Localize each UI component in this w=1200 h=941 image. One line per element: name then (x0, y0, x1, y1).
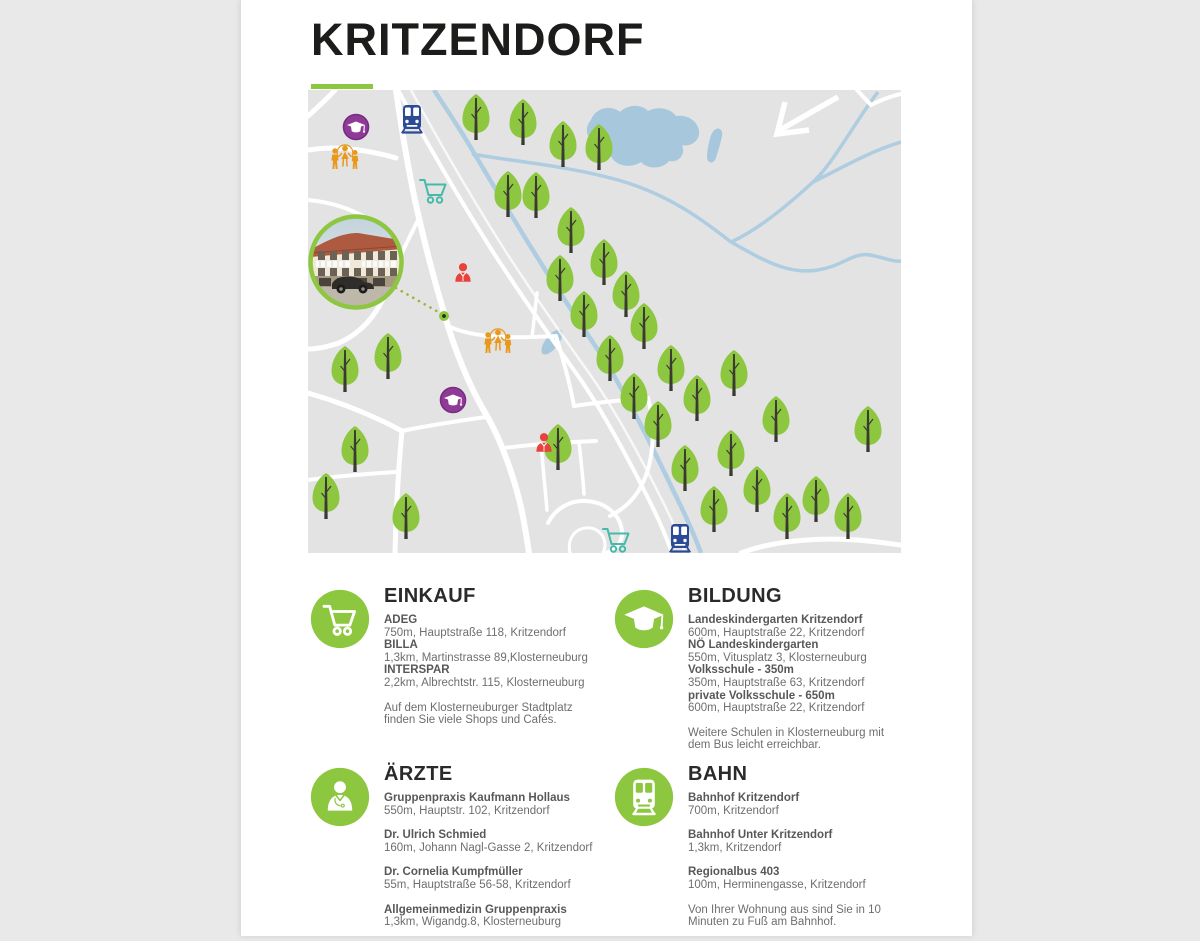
poi-name: ADEG (384, 614, 418, 626)
poi-entry (384, 866, 598, 891)
section-bildung (613, 585, 913, 752)
graduation-cap-icon (613, 588, 675, 650)
poi-entry (688, 829, 902, 854)
map-school-icon (441, 388, 466, 413)
poi-list (384, 792, 598, 929)
poi-list (384, 614, 598, 690)
poi-detail: 600m, Hauptstraße 22, Kritzendorf (688, 626, 865, 639)
page-title: KRITZENDORF (311, 14, 645, 65)
doctor-icon (309, 766, 371, 828)
poi-name: Regionalbus 403 (688, 866, 780, 879)
title-accent-bar (311, 84, 373, 89)
poi-entry (688, 664, 902, 689)
map-school-icon (344, 115, 369, 140)
location-map-svg (308, 90, 901, 553)
poi-entry (688, 690, 902, 715)
poi-name: INTERSPAR (384, 664, 450, 677)
shopping-cart-icon (309, 588, 371, 650)
page-card (240, 0, 973, 936)
poi-entry (688, 792, 902, 817)
train-icon (613, 766, 675, 828)
poi-detail: 600m, Hauptstraße 22, Kritzendorf (688, 702, 865, 715)
poi-detail: 1,3km, Wigandg.8, Klosterneuburg (384, 916, 562, 929)
section-note: Weitere Schulen in Klosterneuburg mit dem Bus leicht erreichbar. (688, 726, 885, 752)
poi-entry (384, 792, 598, 817)
poi-entry (384, 639, 598, 664)
section-bahn (613, 763, 913, 929)
poi-detail: 1,3km, Martinstrasse 89,Klosterneuburg (384, 651, 588, 664)
poi-name: Dr. Cornelia Kumpfmüller (384, 866, 523, 879)
neighborhood-map (308, 90, 901, 553)
poi-name: Volksschule - 350m (688, 664, 794, 677)
poi-detail: 160m, Johann Nagl-Gasse 2, Kritzendorf (384, 841, 593, 854)
poi-entry (384, 664, 598, 689)
poi-detail: 700m, Kritzendorf (688, 804, 779, 817)
poi-name: Bahnhof Kritzendorf (688, 792, 800, 804)
section-title: EINKAUF (384, 585, 476, 607)
poi-name: BILLA (384, 639, 418, 652)
poi-list (688, 792, 902, 892)
poi-entry (384, 829, 598, 854)
property-photo (310, 217, 402, 308)
poi-name: Landeskindergarten Kritzendorf (688, 614, 863, 626)
poi-detail: 1,3km, Kritzendorf (688, 841, 782, 854)
poi-name: NÖ Landeskindergarten (688, 639, 819, 652)
section-einkauf (309, 585, 609, 727)
poi-name: private Volksschule - 650m (688, 689, 835, 702)
poi-name: Allgemeinmedizin Gruppenpraxis (384, 903, 567, 916)
section-title: BAHN (688, 763, 748, 785)
section-note: Von Ihrer Wohnung aus sind Sie in 10 Minuten zu Fuß am Bahnhof. (688, 903, 881, 929)
poi-detail: 350m, Hauptstraße 63, Kritzendorf (688, 676, 865, 689)
poi-name: Dr. Ulrich Schmied (384, 829, 487, 842)
poi-detail: 550m, Vitusplatz 3, Klosterneuburg (688, 651, 867, 664)
poi-entry (688, 614, 902, 639)
poi-detail: 55m, Hauptstraße 56-58, Kritzendorf (384, 878, 571, 891)
section-title: ÄRZTE (384, 763, 453, 785)
poi-detail: 2,2km, Albrechtstr. 115, Klosterneuburg (384, 676, 585, 689)
poi-detail: 550m, Hauptstr. 102, Kritzendorf (384, 804, 550, 817)
poi-name: Gruppenpraxis Kaufmann Hollaus (384, 792, 570, 804)
section-note: Auf dem Klosterneuburger Stadtplatz finden Sie viele Shops und Cafés. (384, 701, 573, 727)
poi-list (688, 614, 902, 715)
poi-name: Bahnhof Unter Kritzendorf (688, 829, 833, 842)
poi-entry (688, 639, 902, 664)
poi-detail: 750m, Hauptstraße 118, Kritzendorf (384, 626, 566, 639)
poi-entry (384, 904, 598, 929)
section-title: BILDUNG (688, 585, 782, 607)
poi-detail: 100m, Herminengasse, Kritzendorf (688, 878, 866, 891)
poi-entry (688, 866, 902, 891)
poi-entry (384, 614, 598, 639)
section-aerzte (309, 763, 609, 941)
